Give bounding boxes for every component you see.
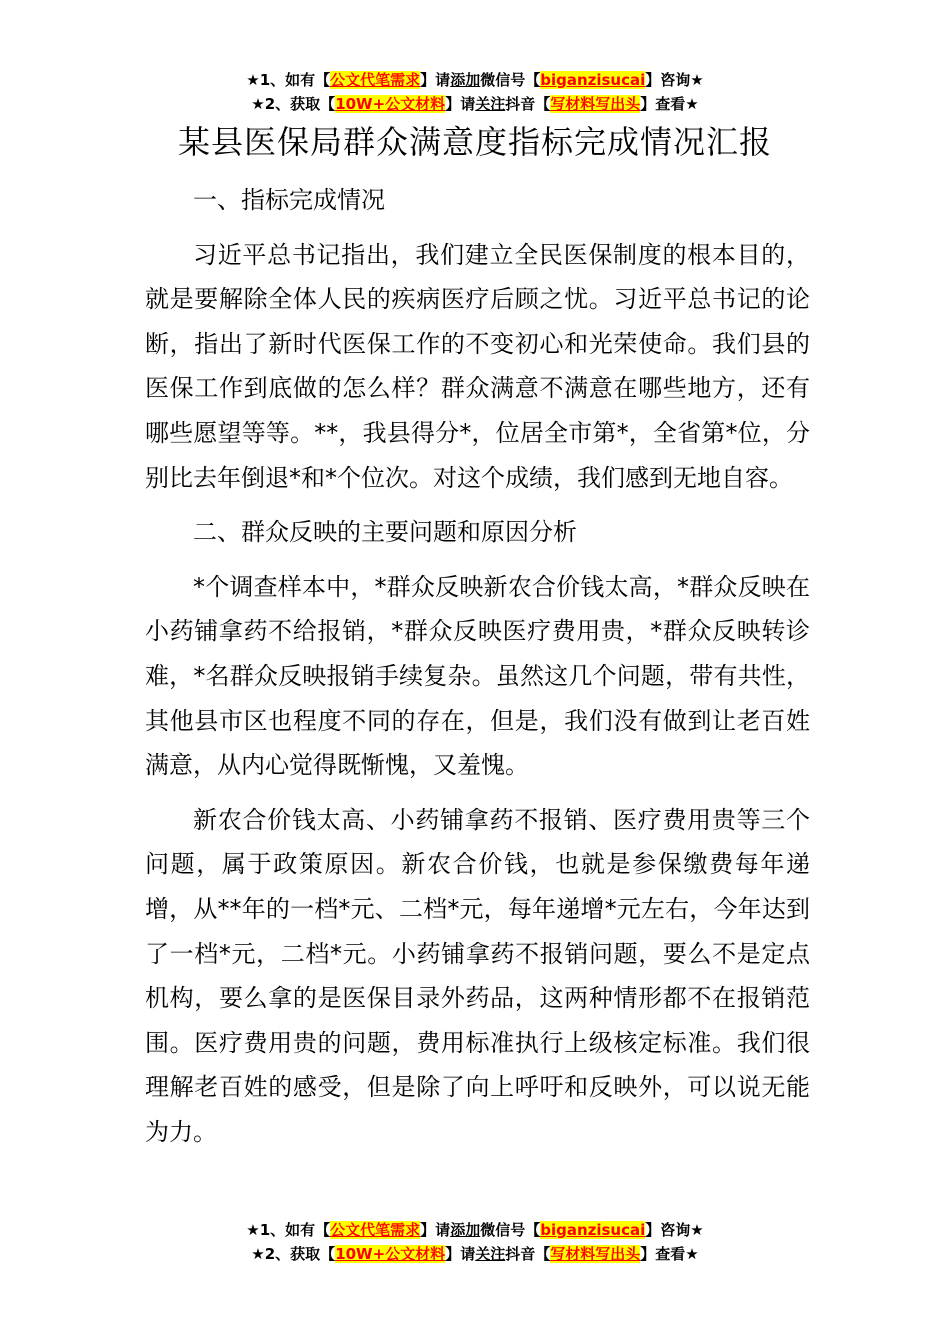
banner-line-2 — [0, 1242, 950, 1266]
banner-line-1 — [0, 1218, 950, 1242]
paragraph-3: 新农合价钱太高、小药铺拿药不报销、医疗费用贵等三个问题，属于政策原因。新农合价钱，也就是参保缴费每年递增，从**年的一档*元、二档*元，每年递增*元左右，今年达到了一档*元，二档*元。小药铺拿药不报销问题，要么不是定点机构，要么拿的是医保目录外药品，这两种情形都不在报销范围。医疗费用贵的问题，费用标准执行上级核定标准。我们很理解老百姓的感受，但是除了向上呼吁和反映外，可以说无能为力。 — [145, 805, 810, 1146]
banner-highlight: biganzisucai — [540, 1221, 646, 1239]
banner-text: 抖音【 — [505, 1245, 551, 1263]
banner-line-2 — [0, 92, 950, 116]
section-heading-2: 二、群众反映的主要问题和原因分析 — [193, 518, 577, 547]
banner-text: 】查看★ — [640, 95, 699, 113]
paragraph-1: 习近平总书记指出，我们建立全民医保制度的根本目的，就是要解除全体人民的疾病医疗后顾之忧。习近平总书记的论断，指出了新时代医保工作的不变初心和光荣使命。我们县的医保工作到底做的怎么样？群众满意不满意在哪些地方，还有哪些愿望等等。**，我县得分*，位居全市第*，全省第*位，分别比去年倒退*和*个位次。对这个成绩，我们感到无地自容。 — [145, 240, 810, 492]
bottom-banner — [0, 1218, 950, 1266]
banner-text: 】请 — [420, 71, 451, 89]
banner-text: ★1、如有【 — [246, 71, 331, 89]
section-heading-1: 一、指标完成情况 — [193, 186, 385, 214]
banner-highlight: 10W+公文材料 — [335, 95, 446, 113]
banner-highlight: 10W+公文材料 — [335, 1245, 446, 1263]
banner-text: 微信号【 — [480, 71, 541, 89]
banner-text: ★2、获取【 — [251, 1245, 336, 1263]
banner-underline: 关注 — [475, 1245, 506, 1263]
banner-text: 】咨询★ — [645, 1221, 704, 1239]
banner-text: ★1、如有【 — [246, 1221, 331, 1239]
document-title: 某县医保局群众满意度指标完成情况汇报 — [177, 123, 772, 161]
document-body — [145, 178, 810, 1164]
banner-text: 】咨询★ — [645, 71, 704, 89]
banner-underline: 添加 — [450, 71, 481, 89]
banner-text: ★2、获取【 — [251, 95, 336, 113]
banner-text: 】请 — [420, 1221, 451, 1239]
banner-highlight: 公文代笔需求 — [330, 71, 421, 89]
banner-underline: 添加 — [450, 1221, 481, 1239]
banner-underline: 关注 — [475, 95, 506, 113]
banner-text: 】请 — [445, 1245, 476, 1263]
banner-highlight: biganzisucai — [540, 71, 646, 89]
paragraph-2: *个调查样本中，*群众反映新农合价钱太高，*群众反映在小药铺拿药不给报销，*群众反映医疗费用贵，*群众反映转诊难，*名群众反映报销手续复杂。虽然这几个问题，带有共性，其他县市区也程度不同的存在，但是，我们没有做到让老百姓满意，从内心觉得既惭愧，又羞愧。 — [145, 572, 810, 780]
banner-text: 抖音【 — [505, 95, 551, 113]
banner-highlight: 公文代笔需求 — [330, 1221, 421, 1239]
banner-highlight: 写材料写出头 — [550, 95, 641, 113]
top-banner — [0, 68, 950, 116]
banner-line-1 — [0, 68, 950, 92]
banner-text: 】查看★ — [640, 1245, 699, 1263]
banner-highlight: 写材料写出头 — [550, 1245, 641, 1263]
banner-text: 微信号【 — [480, 1221, 541, 1239]
banner-text: 】请 — [445, 95, 476, 113]
